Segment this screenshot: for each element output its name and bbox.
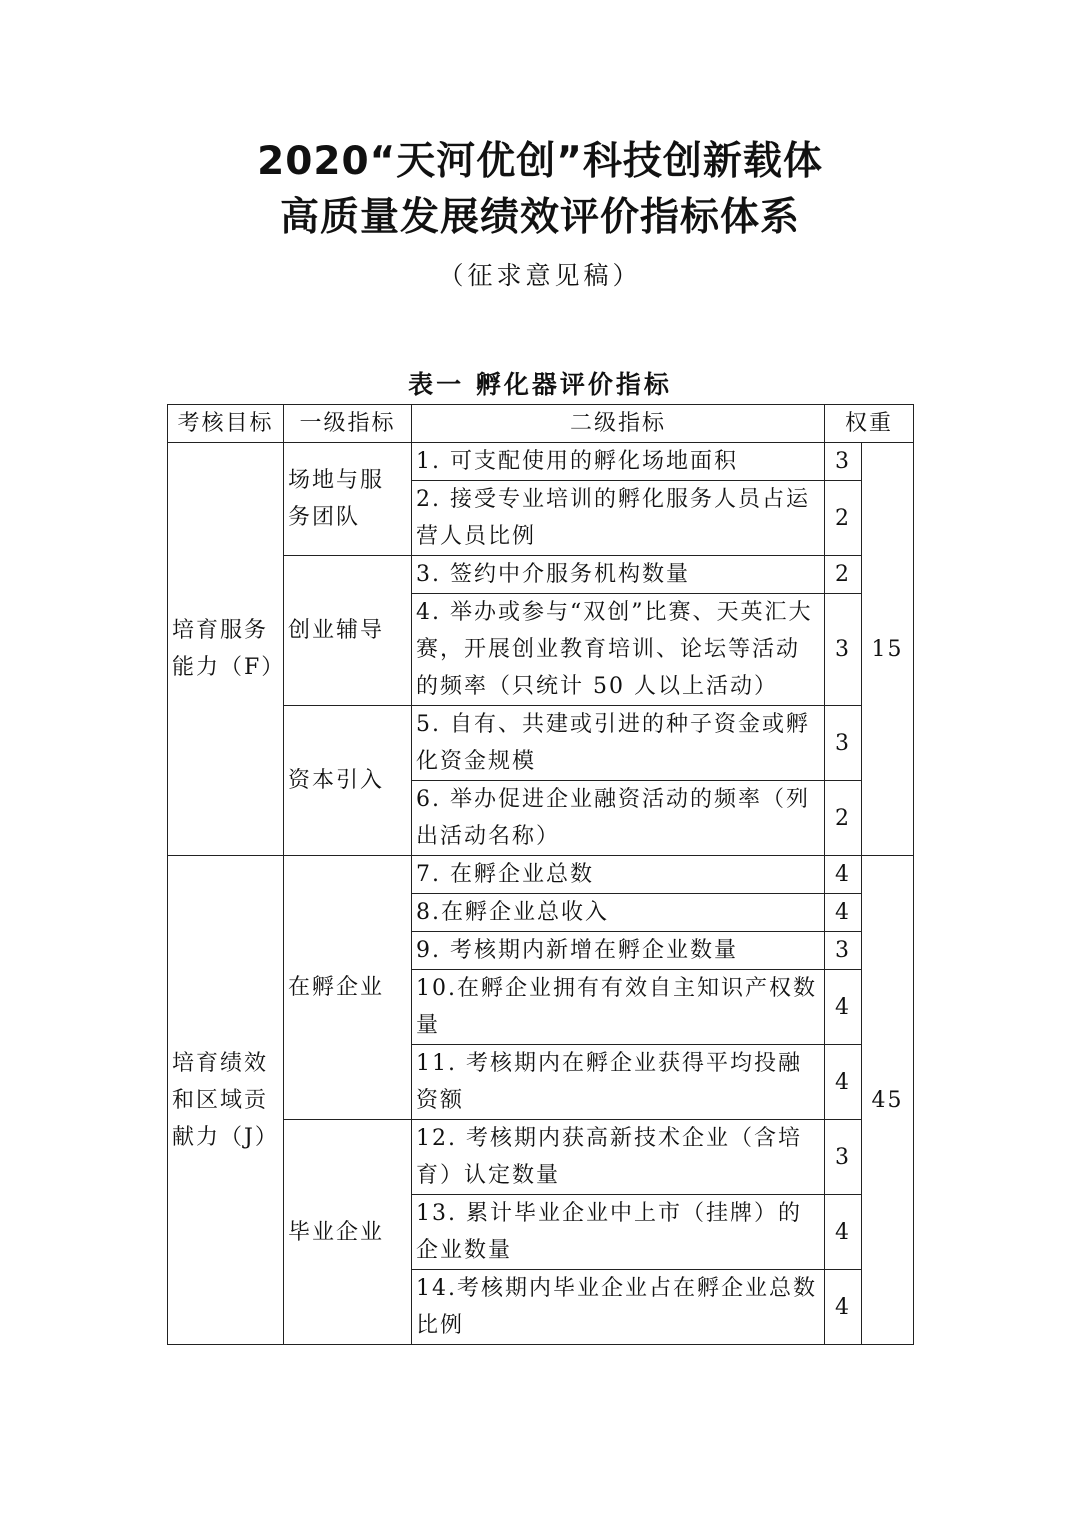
score-cell: 4 xyxy=(825,1270,862,1345)
level1-cell: 资本引入 xyxy=(284,706,412,856)
score-cell: 3 xyxy=(825,932,862,970)
score-cell: 4 xyxy=(825,970,862,1045)
level1-cell: 场地与服务团队 xyxy=(284,443,412,556)
document-title-line-2: 高质量发展绩效评价指标体系 xyxy=(279,195,800,240)
level2-cell: 10.在孵企业拥有有效自主知识产权数量 xyxy=(412,970,825,1045)
weight-cell: 15 xyxy=(862,443,914,856)
level2-cell: 1. 可支配使用的孵化场地面积 xyxy=(412,443,825,481)
table-header-row xyxy=(168,405,914,443)
level2-cell: 14.考核期内毕业企业占在孵企业总数比例 xyxy=(412,1270,825,1345)
level1-cell: 毕业企业 xyxy=(284,1120,412,1345)
score-cell: 3 xyxy=(825,706,862,781)
table-row xyxy=(168,443,914,481)
level2-cell: 5. 自有、共建或引进的种子资金或孵化资金规模 xyxy=(412,706,825,781)
score-cell: 4 xyxy=(825,1045,862,1120)
score-cell: 2 xyxy=(825,481,862,556)
goal-cell: 培育绩效和区域贡献力（J） xyxy=(168,856,284,1345)
weight-cell: 45 xyxy=(862,856,914,1345)
level2-cell: 6. 举办促进企业融资活动的频率（列出活动名称） xyxy=(412,781,825,856)
level2-cell: 7. 在孵企业总数 xyxy=(412,856,825,894)
header-level2: 二级指标 xyxy=(412,405,825,443)
level2-cell: 9. 考核期内新增在孵企业数量 xyxy=(412,932,825,970)
document-title-line-1: 2020“天河优创”科技创新载体 xyxy=(257,139,823,184)
table-caption: 表一 孵化器评价指标 xyxy=(408,370,672,399)
level2-cell: 4. 举办或参与“双创”比赛、天英汇大赛，开展创业教育培训、论坛等活动的频率（只统计 50 人以上活动） xyxy=(412,594,825,706)
level2-cell: 11. 考核期内在孵企业获得平均投融资额 xyxy=(412,1045,825,1120)
score-cell: 4 xyxy=(825,1195,862,1270)
level2-cell: 12. 考核期内获高新技术企业（含培育）认定数量 xyxy=(412,1120,825,1195)
document-subtitle: （征求意见稿） xyxy=(438,261,642,290)
score-cell: 4 xyxy=(825,894,862,932)
header-level1: 一级指标 xyxy=(284,405,412,443)
goal-cell: 培育服务能力（F） xyxy=(168,443,284,856)
score-cell: 2 xyxy=(825,556,862,594)
level2-cell: 8.在孵企业总收入 xyxy=(412,894,825,932)
score-cell: 2 xyxy=(825,781,862,856)
score-cell: 3 xyxy=(825,443,862,481)
level1-cell: 创业辅导 xyxy=(284,556,412,706)
level2-cell: 3. 签约中介服务机构数量 xyxy=(412,556,825,594)
score-cell: 3 xyxy=(825,594,862,706)
level1-cell: 在孵企业 xyxy=(284,856,412,1120)
table-row xyxy=(168,856,914,894)
header-weight: 权重 xyxy=(825,405,914,443)
evaluation-table xyxy=(167,404,914,1345)
level2-cell: 2. 接受专业培训的孵化服务人员占运营人员比例 xyxy=(412,481,825,556)
level2-cell: 13. 累计毕业企业中上市（挂牌）的企业数量 xyxy=(412,1195,825,1270)
score-cell: 3 xyxy=(825,1120,862,1195)
score-cell: 4 xyxy=(825,856,862,894)
header-goal: 考核目标 xyxy=(168,405,284,443)
